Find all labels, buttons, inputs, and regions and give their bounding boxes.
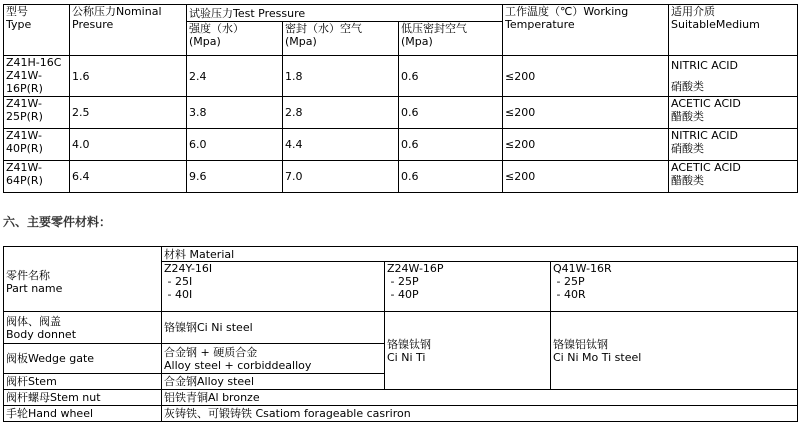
cell-temperature: ≤200 [503, 56, 669, 97]
cell-temperature: ≤200 [503, 161, 669, 193]
cell-strength: 2.4 [187, 56, 283, 97]
section-heading: 六、主要零件材料： [3, 215, 112, 229]
material-hand-wheel: 灰铸铁、可锻铸铁 Csatiom forageable casriron [162, 406, 798, 422]
header-medium: 适用介质 SuitableMedium [669, 5, 798, 56]
cell-nominal: 6.4 [70, 161, 187, 193]
part-body: 阀体、阀盖 Body donnet [4, 312, 162, 344]
cell-temperature: ≤200 [503, 97, 669, 129]
cell-low-seal: 0.6 [399, 56, 503, 97]
table-row [4, 390, 798, 406]
material-stem-nut: 铝铁青铜Al bronze [162, 390, 798, 406]
table-row [4, 161, 798, 193]
part-hand-wheel: 手轮Hand wheel [4, 406, 162, 422]
model-z24y: Z24Y-16I - 25I - 40I [162, 262, 385, 312]
cell-low-seal: 0.6 [399, 97, 503, 129]
part-stem-nut: 阀杆螺母Stem nut [4, 390, 162, 406]
cell-seal: 2.8 [283, 97, 399, 129]
material-shared-3: 铬镍铝钛钢 Ci Ni Mo Ti steel [551, 312, 798, 390]
table-row [4, 97, 798, 129]
header-part-name: 零件名称 Part name [4, 247, 162, 312]
material-stem: 合金钢Alloy steel [162, 374, 385, 390]
table-row [4, 312, 798, 344]
cell-medium: NITRIC ACID 硝酸类 [669, 129, 798, 161]
cell-type: Z41H-16C Z41W- 16P(R) [4, 56, 70, 97]
cell-nominal: 2.5 [70, 97, 187, 129]
pressure-table [3, 4, 798, 193]
cell-strength: 3.8 [187, 97, 283, 129]
table-row [4, 129, 798, 161]
cell-type: Z41W- 25P(R) [4, 97, 70, 129]
cell-type: Z41W- 64P(R) [4, 161, 70, 193]
cell-strength: 6.0 [187, 129, 283, 161]
header-nominal: 公称压力Nominal Presure [70, 5, 187, 56]
cell-nominal: 4.0 [70, 129, 187, 161]
header-seal: 密封（水）空气 (Mpa) [283, 22, 399, 56]
material-shared-2: 铬镍钛钢 Ci Ni Ti [385, 312, 551, 390]
part-stem: 阀杆Stem [4, 374, 162, 390]
cell-low-seal: 0.6 [399, 161, 503, 193]
cell-low-seal: 0.6 [399, 129, 503, 161]
header-type: 型号 Type [4, 5, 70, 56]
cell-seal: 1.8 [283, 56, 399, 97]
header-temperature: 工作温度（℃）Working Temperature [503, 5, 669, 56]
material-body: 铬镍钢Ci Ni steel [162, 312, 385, 344]
header-low-seal: 低压密封空气 (Mpa) [399, 22, 503, 56]
part-wedge: 阀板Wedge gate [4, 344, 162, 374]
header-strength: 强度（水） (Mpa) [187, 22, 283, 56]
cell-medium: NITRIC ACID 硝酸类 [669, 56, 798, 97]
model-q41w: Q41W-16R - 25P - 40R [551, 262, 798, 312]
cell-medium: ACETIC ACID 醋酸类 [669, 97, 798, 129]
material-wedge: 合金钢 + 硬质合金 Alloy steel + corbiddealloy [162, 344, 385, 374]
cell-strength: 9.6 [187, 161, 283, 193]
cell-medium: ACETIC ACID 醋酸类 [669, 161, 798, 193]
cell-type: Z41W- 40P(R) [4, 129, 70, 161]
table-row [4, 56, 798, 97]
materials-table [3, 246, 798, 422]
header-material: 材料 Material [162, 247, 798, 262]
cell-temperature: ≤200 [503, 129, 669, 161]
cell-seal: 7.0 [283, 161, 399, 193]
cell-seal: 4.4 [283, 129, 399, 161]
table-row [4, 406, 798, 422]
cell-nominal: 1.6 [70, 56, 187, 97]
model-z24w: Z24W-16P - 25P - 40P [385, 262, 551, 312]
header-test-pressure: 试验压力Test Pressure [187, 5, 503, 22]
